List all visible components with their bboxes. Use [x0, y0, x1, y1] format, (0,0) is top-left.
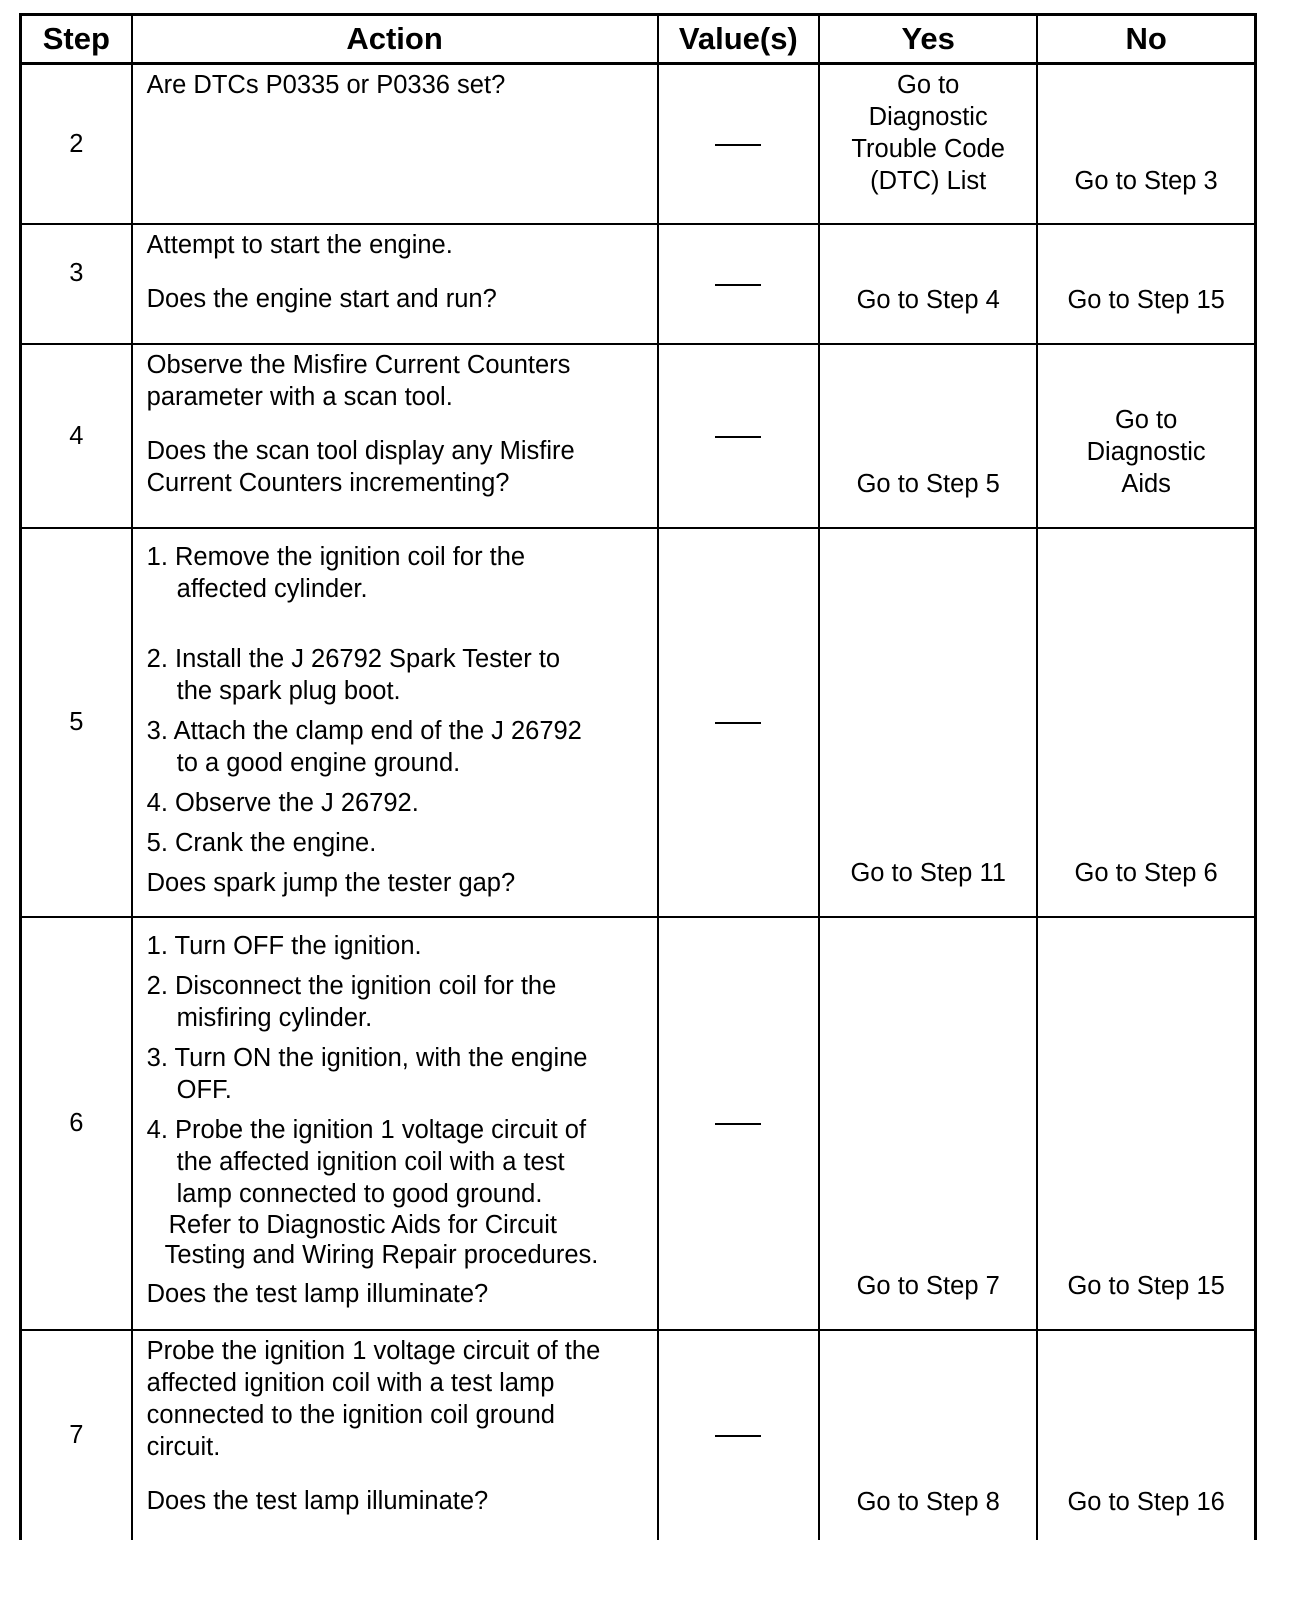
no-cell — [1037, 64, 1255, 224]
substep — [147, 715, 643, 779]
substep — [147, 541, 643, 605]
substep — [147, 827, 643, 859]
action-intro-line: affected ignition coil with a test lamp — [146, 1368, 555, 1397]
substep — [147, 970, 643, 1034]
no-answer: Go to Step 15 — [1067, 285, 1225, 314]
no-cell — [1037, 344, 1255, 528]
value-dash — [715, 1435, 761, 1437]
header-values: Value(s) — [658, 15, 820, 64]
no-answer: Go to Step 3 — [1074, 167, 1218, 195]
substep-line: OFF. — [176, 1075, 232, 1104]
substep-line: 2. Disconnect the ignition coil for the — [146, 971, 557, 1000]
substep — [147, 930, 643, 962]
action-intro-line: connected to the ignition coil ground — [146, 1400, 555, 1429]
action-question: Does the test lamp illuminate? — [146, 1486, 489, 1515]
header-no: No — [1037, 15, 1255, 64]
action-question: Does spark jump the tester gap? — [146, 868, 516, 897]
table-row — [21, 917, 1256, 1330]
step-number: 7 — [21, 1330, 132, 1540]
substep-line: the spark plug boot. — [176, 676, 401, 705]
header-yes: Yes — [819, 15, 1037, 64]
action-intro: Attempt to start the engine. — [146, 230, 453, 259]
no-cell — [1037, 1330, 1255, 1540]
refer-note — [147, 1210, 643, 1270]
action-question: Does the test lamp illuminate? — [146, 1279, 489, 1308]
substep — [147, 643, 643, 707]
value-cell — [658, 64, 820, 224]
yes-answer: Go to Step 4 — [856, 285, 1000, 314]
value-cell — [658, 224, 820, 344]
yes-cell — [819, 64, 1037, 224]
yes-cell — [819, 344, 1037, 528]
no-cell — [1037, 528, 1255, 917]
substep — [147, 787, 643, 819]
action-intro-line: parameter with a scan tool. — [146, 382, 453, 411]
substep-line: 2. Install the J 26792 Spark Tester to — [146, 644, 561, 673]
value-dash — [715, 436, 761, 438]
yes-answer: Go to Step 7 — [856, 1271, 1000, 1300]
yes-line: (DTC) List — [870, 167, 987, 195]
value-dash — [715, 722, 761, 724]
no-answer: Go to Step 6 — [1074, 858, 1218, 887]
no-cell — [1037, 917, 1255, 1330]
substep-line: the affected ignition coil with a test — [176, 1147, 565, 1176]
substep-line: 5. Crank the engine. — [146, 828, 377, 857]
step-number: 5 — [21, 528, 132, 917]
step-number — [21, 224, 132, 344]
step-number: 2 — [21, 64, 132, 224]
step-number-text: 3 — [69, 258, 84, 287]
action-question-line: Does the scan tool display any Misfire — [146, 436, 575, 465]
value-dash — [715, 284, 761, 286]
table-row — [21, 64, 1256, 224]
no-cell — [1037, 224, 1255, 344]
value-cell — [658, 1330, 820, 1540]
yes-answer: Go to Step 11 — [850, 858, 1006, 887]
action-cell — [132, 1330, 658, 1540]
step-number: 4 — [21, 344, 132, 528]
yes-cell — [819, 528, 1037, 917]
value-dash — [715, 144, 761, 146]
table-row — [21, 344, 1256, 528]
refer-line: Refer to Diagnostic Aids for Circuit — [168, 1210, 557, 1239]
action-intro-line: Probe the ignition 1 voltage circuit of the — [146, 1336, 601, 1365]
yes-cell — [819, 917, 1037, 1330]
table-row — [21, 1330, 1256, 1540]
action-cell — [132, 528, 658, 917]
no-line: Go to — [1114, 405, 1178, 434]
action-cell — [132, 64, 658, 224]
value-cell — [658, 917, 820, 1330]
value-dash — [715, 1123, 761, 1125]
action-question-line: Current Counters incrementing? — [146, 468, 510, 497]
substep — [147, 1114, 643, 1210]
refer-line: Testing and Wiring Repair procedures. — [164, 1240, 599, 1269]
no-line: Aids — [1121, 469, 1171, 498]
diagnostic-table — [19, 13, 1257, 1540]
header-step: Step — [21, 15, 132, 64]
substep-line: 3. Turn ON the ignition, with the engine — [146, 1043, 588, 1072]
substep-line: 3. Attach the clamp end of the J 26792 — [146, 716, 582, 745]
yes-answer: Go to Step 5 — [856, 469, 1000, 498]
action-intro-line: Observe the Misfire Current Counters — [146, 350, 571, 379]
header-action: Action — [132, 15, 658, 64]
substep — [147, 1042, 643, 1106]
value-cell — [658, 344, 820, 528]
yes-cell — [819, 224, 1037, 344]
yes-line: Trouble Code — [851, 135, 1005, 163]
yes-line: Diagnostic — [868, 103, 988, 131]
yes-line: Go to — [897, 71, 960, 99]
substep-line: lamp connected to good ground. — [176, 1179, 543, 1208]
no-line: Diagnostic — [1086, 437, 1206, 466]
action-question: Are DTCs P0335 or P0336 set? — [146, 71, 506, 99]
substep-line: 4. Observe the J 26792. — [146, 788, 419, 817]
action-question: Does the engine start and run? — [146, 284, 497, 313]
action-cell — [132, 917, 658, 1330]
substep-line: affected cylinder. — [176, 574, 368, 603]
action-cell — [132, 344, 658, 528]
action-cell — [132, 224, 658, 344]
table-row — [21, 528, 1256, 917]
action-intro-line: circuit. — [146, 1432, 221, 1461]
yes-answer: Go to Step 8 — [856, 1487, 1000, 1516]
step-number: 6 — [21, 917, 132, 1330]
table-row — [21, 224, 1256, 344]
yes-cell — [819, 1330, 1037, 1540]
no-answer: Go to Step 15 — [1067, 1271, 1225, 1300]
value-cell — [658, 528, 820, 917]
header-row — [21, 15, 1256, 64]
substep-line: misfiring cylinder. — [176, 1003, 373, 1032]
substep-line: to a good engine ground. — [176, 748, 461, 777]
no-answer: Go to Step 16 — [1067, 1487, 1225, 1516]
substep-line: 4. Probe the ignition 1 voltage circuit of — [146, 1115, 587, 1144]
substep-line: 1. Turn OFF the ignition. — [146, 931, 422, 960]
substep-line: 1. Remove the ignition coil for the — [146, 542, 526, 571]
